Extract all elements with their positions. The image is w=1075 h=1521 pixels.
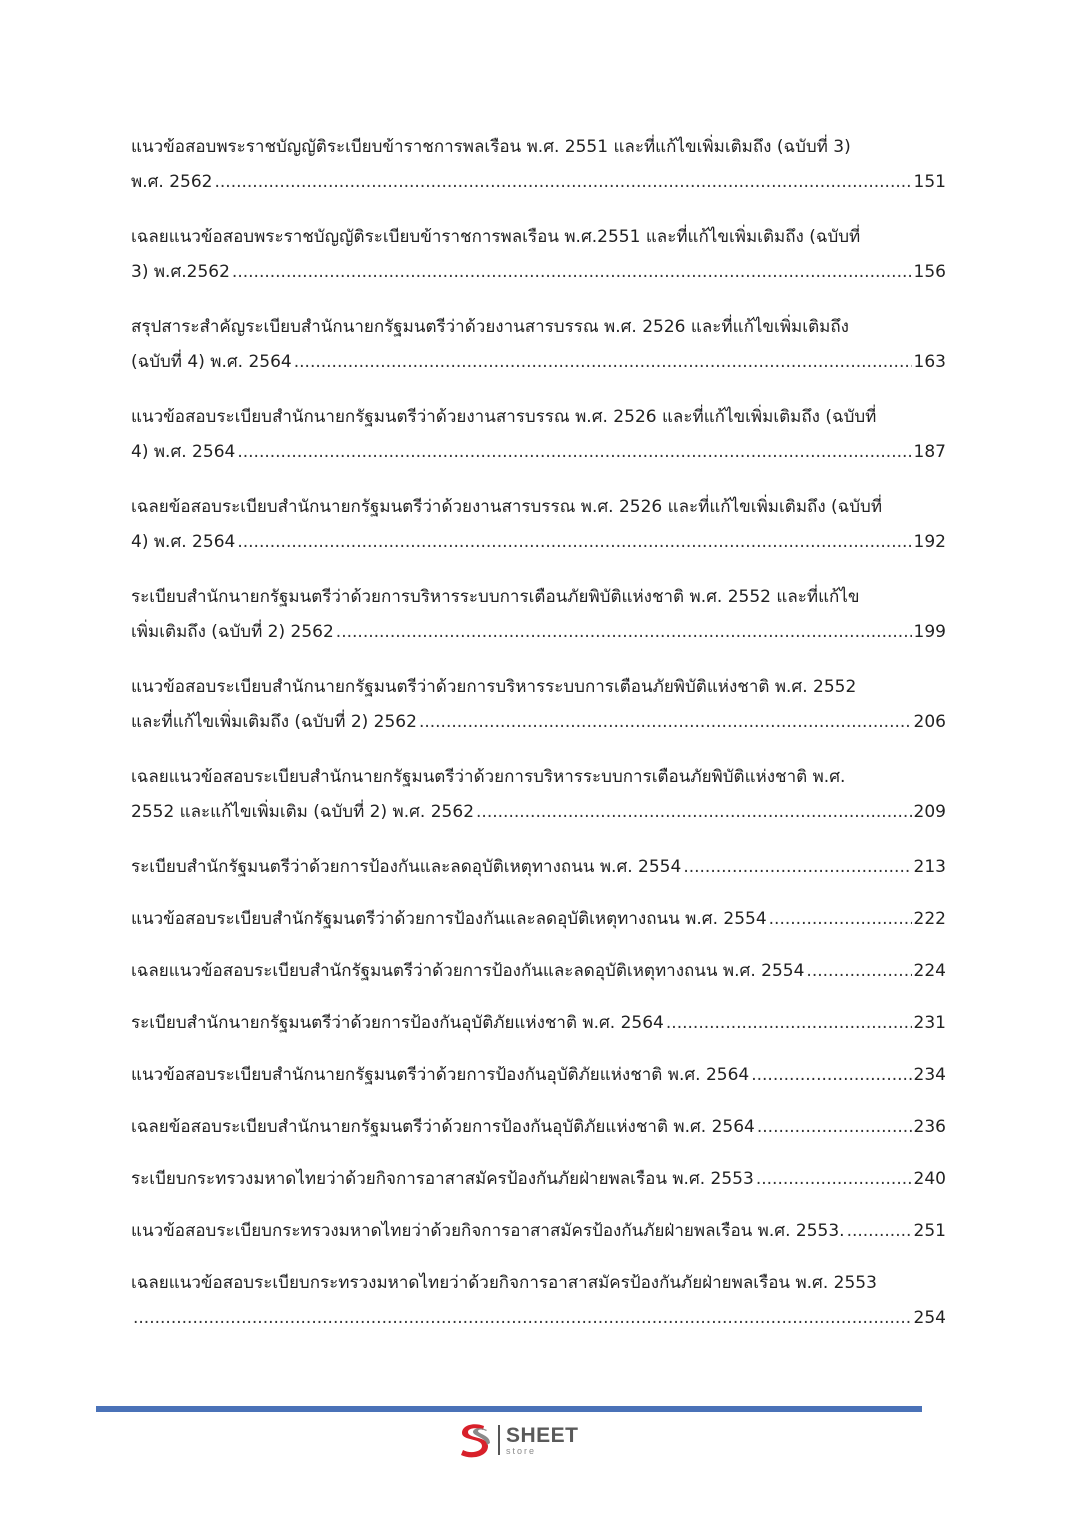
toc-page-number: 213 xyxy=(913,857,946,877)
toc-entry[interactable] xyxy=(131,1162,946,1197)
toc-entry-title-line: เฉลยแนวข้อสอบระเบียบสำนักนายกรัฐมนตรีว่าด้วยการบริหารระบบการเตือนภัยพิบัติแห่งชาติ พ.ศ. xyxy=(131,767,846,787)
toc-page-number: 240 xyxy=(913,1169,946,1189)
toc-entry[interactable] xyxy=(131,310,946,380)
toc-page-number: 224 xyxy=(913,961,946,981)
toc-entry[interactable] xyxy=(131,1110,946,1145)
toc-entry-title: ระเบียบสำนักนายกรัฐมนตรีว่าด้วยการป้องกันอุบัติภัยแห่งชาติ พ.ศ. 2564 xyxy=(131,1013,664,1033)
footer-rule xyxy=(96,1406,922,1412)
toc-entry[interactable] xyxy=(131,130,946,200)
toc-entry-last-line xyxy=(131,435,946,470)
toc-entry[interactable] xyxy=(131,580,946,650)
toc-leader-dots xyxy=(769,902,912,937)
toc-entry-last-line xyxy=(131,705,946,740)
toc-entry-title-line: แนวข้อสอบพระราชบัญญัติระเบียบข้าราชการพลเรือน พ.ศ. 2551 และที่แก้ไขเพิ่มเติมถึง (ฉบับที่ 3) xyxy=(131,137,851,157)
toc-page-number: 222 xyxy=(913,909,946,929)
toc-entry[interactable] xyxy=(131,670,946,740)
toc-entry-title: 2552 และแก้ไขเพิ่มเติม (ฉบับที่ 2) พ.ศ. 2562 xyxy=(131,802,475,822)
toc-entry[interactable] xyxy=(131,1058,946,1093)
toc-page-number: 206 xyxy=(913,712,946,732)
toc-entry[interactable] xyxy=(131,1006,946,1041)
toc-leader-dots xyxy=(237,435,911,470)
toc-entry-title: พ.ศ. 2562 xyxy=(131,172,213,192)
toc-leader-dots xyxy=(232,255,912,290)
toc-page-number: 187 xyxy=(913,442,946,462)
toc-leader-dots xyxy=(847,1214,912,1249)
toc-entry[interactable] xyxy=(131,760,946,830)
toc-entry-last-line xyxy=(131,1162,946,1197)
toc-entry-title-line: สรุปสาระสำคัญระเบียบสำนักนายกรัฐมนตรีว่าด้วยงานสารบรรณ พ.ศ. 2526 และที่แก้ไขเพิ่มเติมถึง xyxy=(131,317,849,337)
logo-subtitle: store xyxy=(506,1445,537,1456)
toc-page-number: 163 xyxy=(913,352,946,372)
toc-entry-title-line: เฉลยข้อสอบระเบียบสำนักนายกรัฐมนตรีว่าด้วยงานสารบรรณ พ.ศ. 2526 และที่แก้ไขเพิ่มเติมถึง (ฉบับที่ xyxy=(131,497,883,517)
toc-entry-title: แนวข้อสอบระเบียบสำนักรัฐมนตรีว่าด้วยการป้องกันและลดอุบัติเหตุทางถนน พ.ศ. 2554 xyxy=(131,909,767,929)
toc-entry-title-line: แนวข้อสอบระเบียบสำนักนายกรัฐมนตรีว่าด้วยงานสารบรรณ พ.ศ. 2526 และที่แก้ไขเพิ่มเติมถึง (ฉบับที่ xyxy=(131,407,877,427)
toc-leader-dots xyxy=(666,1006,912,1041)
sheet-store-logo xyxy=(454,1420,579,1460)
toc-entry-last-line xyxy=(131,1214,946,1249)
toc-entry[interactable] xyxy=(131,490,946,560)
toc-entry[interactable] xyxy=(131,954,946,989)
toc-entry-title: และที่แก้ไขเพิ่มเติมถึง (ฉบับที่ 2) 2562 xyxy=(131,712,417,732)
toc-page-number: 231 xyxy=(913,1013,946,1033)
toc-leader-dots xyxy=(133,1301,912,1336)
toc-entry[interactable] xyxy=(131,1214,946,1249)
toc-entry-last-line xyxy=(131,902,946,937)
toc-entry[interactable] xyxy=(131,400,946,470)
toc-entry-title-line: ระเบียบสำนักนายกรัฐมนตรีว่าด้วยการบริหารระบบการเตือนภัยพิบัติแห่งชาติ พ.ศ. 2552 และที่แก้ไข xyxy=(131,587,860,607)
toc-page-number: 209 xyxy=(913,802,946,822)
toc-entry-last-line xyxy=(131,1058,946,1093)
toc-entry-title: 4) พ.ศ. 2564 xyxy=(131,442,236,462)
toc-entry-title: เฉลยแนวข้อสอบระเบียบสำนักรัฐมนตรีว่าด้วยการป้องกันและลดอุบัติเหตุทางถนน พ.ศ. 2554 xyxy=(131,961,805,981)
toc-entry-title: 4) พ.ศ. 2564 xyxy=(131,532,236,552)
toc-entry-title-line: แนวข้อสอบระเบียบสำนักนายกรัฐมนตรีว่าด้วยการบริหารระบบการเตือนภัยพิบัติแห่งชาติ พ.ศ. 2552 xyxy=(131,677,857,697)
toc-entry-last-line xyxy=(131,615,946,650)
toc-entry-last-line xyxy=(131,850,946,885)
toc-entry-last-line xyxy=(131,1110,946,1145)
toc-leader-dots xyxy=(237,525,911,560)
logo-wordmark: SHEET xyxy=(506,1423,579,1447)
toc-entry-last-line xyxy=(131,954,946,989)
toc-entry[interactable] xyxy=(131,902,946,937)
toc-entry-title-line: เฉลยแนวข้อสอบพระราชบัญญัติระเบียบข้าราชการพลเรือน พ.ศ.2551 และที่แก้ไขเพิ่มเติมถึง (ฉบับที่ xyxy=(131,227,861,247)
toc-entry-last-line xyxy=(131,165,946,200)
toc-entry-title: แนวข้อสอบระเบียบสำนักนายกรัฐมนตรีว่าด้วยการป้องกันอุบัติภัยแห่งชาติ พ.ศ. 2564 xyxy=(131,1065,750,1085)
toc-leader-dots xyxy=(476,795,912,830)
toc-entry-last-line xyxy=(131,345,946,380)
toc-entry[interactable] xyxy=(131,220,946,290)
sheet-store-s-icon xyxy=(454,1420,494,1460)
toc-leader-dots xyxy=(294,345,912,380)
logo-separator xyxy=(498,1425,500,1455)
toc-entry[interactable] xyxy=(131,1266,946,1336)
toc-leader-dots xyxy=(806,954,911,989)
table-of-contents xyxy=(131,130,946,1356)
toc-page-number: 234 xyxy=(913,1065,946,1085)
toc-entry-title: ระเบียบกระทรวงมหาดไทยว่าด้วยกิจการอาสาสมัครป้องกันภัยฝ่ายพลเรือน พ.ศ. 2553 xyxy=(131,1169,754,1189)
toc-entry-last-line xyxy=(131,255,946,290)
toc-entry-title: (ฉบับที่ 4) พ.ศ. 2564 xyxy=(131,352,292,372)
toc-entry-title-line: เฉลยแนวข้อสอบระเบียบกระทรวงมหาดไทยว่าด้วยกิจการอาสาสมัครป้องกันภัยฝ่ายพลเรือน พ.ศ. 2553 xyxy=(131,1273,877,1293)
toc-leader-dots xyxy=(757,1110,912,1145)
toc-entry-title: 3) พ.ศ.2562 xyxy=(131,262,230,282)
toc-entry[interactable] xyxy=(131,850,946,885)
toc-entry-last-line xyxy=(131,795,946,830)
toc-entry-title: ระเบียบสำนักรัฐมนตรีว่าด้วยการป้องกันและลดอุบัติเหตุทางถนน พ.ศ. 2554 xyxy=(131,857,682,877)
toc-leader-dots xyxy=(751,1058,911,1093)
toc-page-number: 156 xyxy=(913,262,946,282)
toc-page-number: 251 xyxy=(913,1221,946,1241)
toc-leader-dots xyxy=(336,615,912,650)
toc-leader-dots xyxy=(683,850,911,885)
toc-entry-last-line xyxy=(131,525,946,560)
toc-entry-title: แนวข้อสอบระเบียบกระทรวงมหาดไทยว่าด้วยกิจการอาสาสมัครป้องกันภัยฝ่ายพลเรือน พ.ศ. 2553. xyxy=(131,1221,845,1241)
toc-page-number: 236 xyxy=(913,1117,946,1137)
toc-page-number: 192 xyxy=(913,532,946,552)
toc-page-number: 151 xyxy=(913,172,946,192)
toc-entry-title: เฉลยข้อสอบระเบียบสำนักนายกรัฐมนตรีว่าด้วยการป้องกันอุบัติภัยแห่งชาติ พ.ศ. 2564 xyxy=(131,1117,755,1137)
toc-leader-dots xyxy=(756,1162,912,1197)
toc-entry-last-line xyxy=(131,1301,946,1336)
toc-entry-last-line xyxy=(131,1006,946,1041)
toc-leader-dots xyxy=(214,165,911,200)
toc-entry-title: เพิ่มเติมถึง (ฉบับที่ 2) 2562 xyxy=(131,622,334,642)
toc-page-number: 254 xyxy=(913,1308,946,1328)
logo-text xyxy=(506,1425,579,1456)
toc-page-number: 199 xyxy=(913,622,946,642)
toc-leader-dots xyxy=(419,705,912,740)
